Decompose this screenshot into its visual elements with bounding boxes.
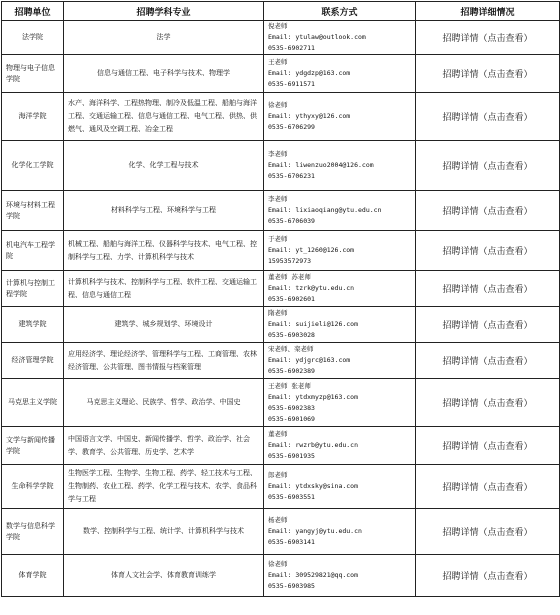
major-cell: 化学、化学工程与技术 [64,141,264,191]
contact-name: 徐老师 [268,101,288,109]
header-major: 招聘学科专业 [64,2,264,21]
contact-phone: 0535-6902389 [268,367,315,375]
major-cell: 信息与通信工程、电子科学与技术、物理学 [64,55,264,93]
major-cell: 材料科学与工程、环境科学与工程 [64,191,264,231]
table-row [2,509,560,555]
contact-name: 宋老师、栾老师 [268,345,314,353]
unit-cell: 马克思主义学院 [2,379,64,427]
detail-cell [416,465,560,509]
unit-cell: 机电汽车工程学院 [2,231,64,271]
contact-name: 李老师 [268,150,288,158]
unit-cell: 物理与电子信息学院 [2,55,64,93]
contact-email: Email: suijieli@126.com [268,320,359,328]
major-cell: 水产、海洋科学、工程热物理、制冷及低温工程、船舶与海洋工程、交通运输工程、信息与通信工程、电气工程、供热、供燃气、通风及空调工程、冶金工程 [64,93,264,141]
unit-cell: 计算机与控制工程学院 [2,271,64,307]
unit-cell: 海洋学院 [2,93,64,141]
table-row [2,231,560,271]
contact-cell [264,21,416,55]
contact-cell [264,191,416,231]
detail-cell [416,231,560,271]
detail-link[interactable]: 招聘详情（点击查看） [442,321,533,331]
detail-link[interactable]: 招聘详情（点击查看） [442,483,533,493]
contact-cell [264,55,416,93]
contact-phone: 0535-6903551 [268,493,315,501]
contact-name: 董老师 [268,430,288,438]
detail-cell [416,307,560,343]
contact-cell [264,379,416,427]
major-cell: 数学、控制科学与工程、统计学、计算机科学与技术 [64,509,264,555]
contact-name: 于老师 [268,235,288,243]
detail-cell [416,509,560,555]
major-cell: 应用经济学、理论经济学、管理科学与工程、工商管理、农林经济管理、公共管理、图书情报与档案管理 [64,343,264,379]
detail-link[interactable]: 招聘详情（点击查看） [442,247,533,257]
contact-phone: 15953572973 [268,257,312,265]
major-cell: 中国语言文学、中国史、新闻传播学、哲学、政治学、社会学、教育学、公共管理、历史学、艺术学 [64,427,264,465]
contact-email: Email: tzrk@ytu.edu.cn [268,284,355,292]
table-row [2,343,560,379]
contact-phone: 0535-6901935 [268,452,315,460]
contact-email: Email: yt_1260@126.com [268,246,355,254]
table-row [2,191,560,231]
detail-link[interactable]: 招聘详情（点击查看） [442,399,533,409]
contact-email: Email: yangyj@ytu.edu.cn [268,527,362,535]
contact-email: Email: lixiaoqiang@ytu.edu.cn [268,206,382,214]
header-detail: 招聘详细情况 [416,2,560,21]
contact-cell [264,465,416,509]
detail-cell [416,93,560,141]
contact-cell [264,93,416,141]
unit-cell: 文学与新闻传播学院 [2,427,64,465]
contact-phone: 0535-6902383 [268,403,315,412]
contact-name: 郎老师 [268,471,288,479]
contact-cell [264,271,416,307]
detail-link[interactable]: 招聘详情（点击查看） [442,285,533,295]
contact-name: 倪老师 [268,22,288,30]
contact-cell [264,343,416,379]
contact-phone: 0535-6903141 [268,538,315,546]
contact-phone: 0535-6911571 [268,80,315,88]
table-row [2,21,560,55]
contact-phone: 0535-6903028 [268,331,315,339]
detail-cell [416,271,560,307]
table-row [2,555,560,597]
detail-link[interactable]: 招聘详情（点击查看） [442,162,533,172]
contact-name: 隋老师 [268,309,288,317]
unit-cell: 数学与信息科学学院 [2,509,64,555]
contact-name: 王老师 张老师 [268,381,311,390]
contact-email: Email: rwzrb@ytu.edu.cn [268,441,359,449]
unit-cell: 化学化工学院 [2,141,64,191]
major-cell: 法学 [64,21,264,55]
major-cell: 马克思主义理论、民族学、哲学、政治学、中国史 [64,379,264,427]
detail-cell [416,141,560,191]
detail-link[interactable]: 招聘详情（点击查看） [442,207,533,217]
table-row [2,55,560,93]
table-row [2,141,560,191]
detail-link[interactable]: 招聘详情（点击查看） [442,113,533,123]
contact-email: Email: ydjgrc@163.com [268,356,351,364]
contact-name: 王老师 [268,58,288,66]
contact-email: Email: ydgdzp@163.com [268,69,351,77]
table-row [2,93,560,141]
contact-phone: 0535-6902601 [268,295,315,303]
unit-cell: 建筑学院 [2,307,64,343]
table-row [2,427,560,465]
contact-email: Email: ythyxy@126.com [268,112,351,120]
contact-cell [264,141,416,191]
detail-cell [416,21,560,55]
detail-cell [416,427,560,465]
contact-phone: 0535-6706231 [268,172,315,180]
detail-link[interactable]: 招聘详情（点击查看） [442,357,533,367]
contact-email: Email: liwenzuo2004@126.com [268,161,374,169]
detail-link[interactable]: 招聘详情（点击查看） [442,34,533,44]
contact-email: Email: ytulaw@outlook.com [268,33,366,41]
unit-cell: 经济管理学院 [2,343,64,379]
contact-phone: 0535-6901069 [268,414,315,423]
table-row [2,271,560,307]
contact-name: 董老师 苏老师 [268,273,311,281]
contact-phone: 0535-6903985 [268,582,315,590]
major-cell: 建筑学、城乡规划学、环境设计 [64,307,264,343]
detail-link[interactable]: 招聘详情（点击查看） [442,70,533,80]
header-unit: 招聘单位 [2,2,64,21]
contact-phone: 0535-6902711 [268,44,315,52]
contact-name: 李老师 [268,195,288,203]
table-row [2,465,560,509]
detail-link[interactable]: 招聘详情（点击查看） [442,528,533,538]
detail-cell [416,191,560,231]
contact-cell [264,555,416,597]
detail-cell [416,379,560,427]
unit-cell: 法学院 [2,21,64,55]
major-cell: 体育人文社会学、体育教育训练学 [64,555,264,597]
contact-email: Email: ytdxsky@sina.com [268,482,359,490]
detail-cell [416,55,560,93]
contact-phone: 0535-6706039 [268,217,315,225]
contact-name: 徐老师 [268,560,288,568]
major-cell: 机械工程、船舶与海洋工程、仪器科学与技术、电气工程、控制科学与工程、力学、计算机科学与技术 [64,231,264,271]
contact-name: 杨老师 [268,516,288,524]
detail-link[interactable]: 招聘详情（点击查看） [442,572,533,582]
contact-phone: 0535-6706299 [268,123,315,131]
table-header-row [2,2,560,21]
major-cell: 生物医学工程、生物学、生物工程、药学、轻工技术与工程、生物制药、农业工程、药学、化学工程与技术、农学、食品科学与工程 [64,465,264,509]
unit-cell: 环境与材料工程学院 [2,191,64,231]
contact-cell [264,231,416,271]
detail-cell [416,555,560,597]
recruitment-table [1,1,560,597]
contact-email: Email: ytdxmyzp@163.com [268,392,359,401]
unit-cell: 生命科学学院 [2,465,64,509]
detail-link[interactable]: 招聘详情（点击查看） [442,442,533,452]
contact-cell [264,509,416,555]
table-row [2,307,560,343]
header-contact: 联系方式 [264,2,416,21]
unit-cell: 体育学院 [2,555,64,597]
contact-cell [264,307,416,343]
detail-cell [416,343,560,379]
contact-email: Email: 309529821@qq.com [268,571,359,579]
contact-cell [264,427,416,465]
table-row [2,379,560,427]
major-cell: 计算机科学与技术、控制科学与工程、软件工程、交通运输工程、信息与通信工程 [64,271,264,307]
